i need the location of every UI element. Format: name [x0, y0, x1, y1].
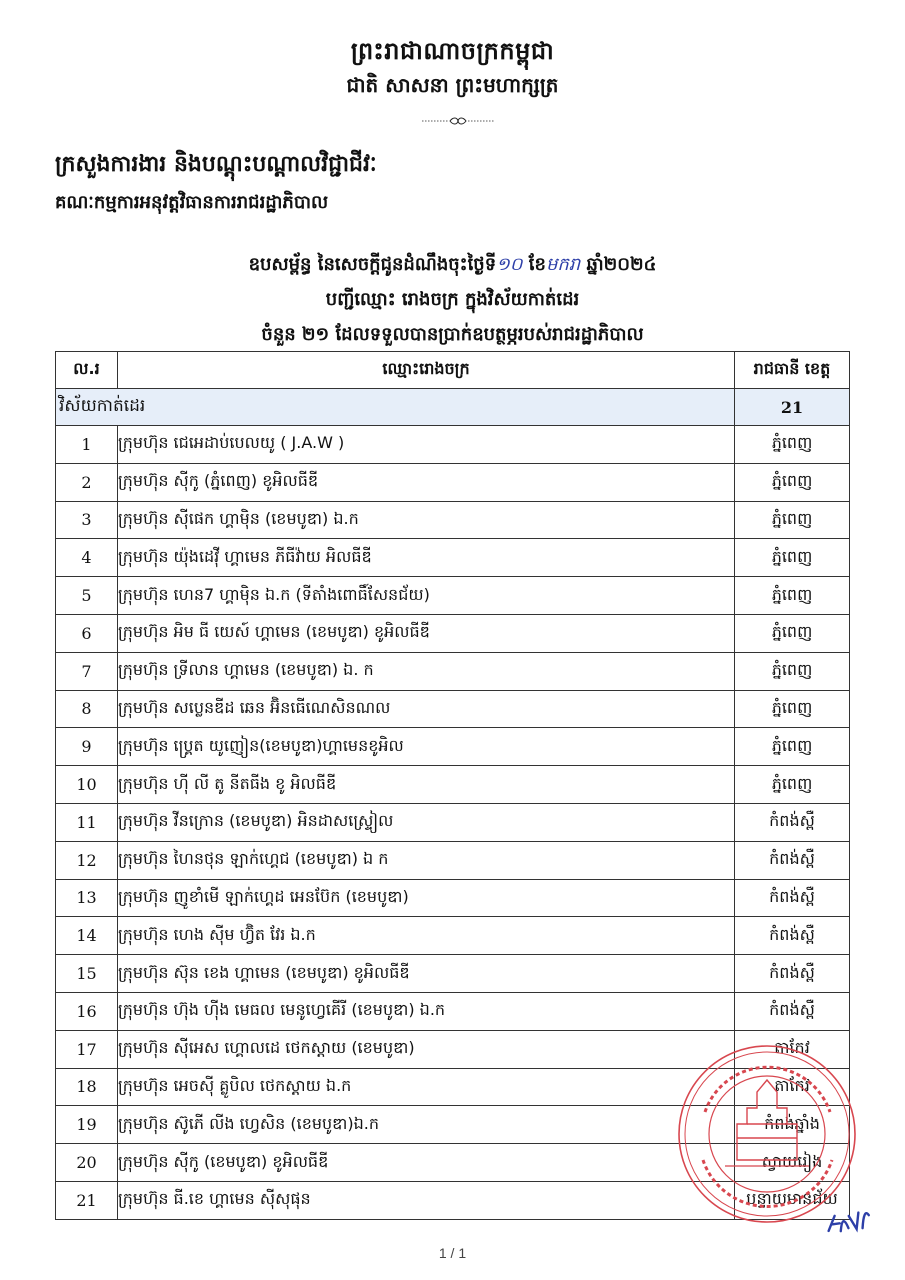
factory-name: ក្រុមហ៊ុន សប្លេនឌីដ ឆេន អ៊ិនធើណេសិនណល — [118, 690, 735, 728]
row-number: 8 — [56, 690, 118, 728]
list-title: បញ្ជីឈ្មោះ រោងចក្រ ក្នុងវិស័យកាត់ដេរ — [325, 289, 580, 310]
row-number: 15 — [56, 955, 118, 993]
factory-name: ក្រុមហ៊ុន ហេន7 ហ្គាម៉ិន ឯ.ក (ទីតាំងពោធិ៍សែនជ័យ) — [118, 577, 735, 615]
row-number: 5 — [56, 577, 118, 615]
province-name: ភ្នំពេញ — [735, 614, 850, 652]
table-row — [56, 539, 850, 577]
table-row — [56, 1030, 850, 1068]
table-row — [56, 841, 850, 879]
province-name: ភ្នំពេញ — [735, 501, 850, 539]
province-name: ភ្នំពេញ — [735, 690, 850, 728]
province-name: ភ្នំពេញ — [735, 577, 850, 615]
province-name: ភ្នំពេញ — [735, 728, 850, 766]
table-row — [56, 463, 850, 501]
row-number: 18 — [56, 1068, 118, 1106]
table-header-row — [56, 352, 850, 389]
province-name: កំពង់ស្ពឺ — [735, 917, 850, 955]
table-row — [56, 577, 850, 615]
row-number: 1 — [56, 426, 118, 464]
table-row — [56, 955, 850, 993]
divider-ornament — [422, 116, 494, 126]
table-row — [56, 1106, 850, 1144]
kingdom-title: ព្រះរាជាណាចក្រកម្ពុជា — [350, 37, 555, 65]
row-number: 14 — [56, 917, 118, 955]
page-number: 1 / 1 — [438, 1245, 467, 1261]
row-number: 4 — [56, 539, 118, 577]
factory-name: ក្រុមហ៊ុន ធី.ខេ ហ្គាមេន ស៊ីសុផុន — [118, 1181, 735, 1219]
table-row — [56, 1181, 850, 1219]
factory-name: ក្រុមហ៊ុន ស៊ីកូ (ភ្នំពេញ) ខូអិលធីឌី — [118, 463, 735, 501]
row-number: 20 — [56, 1144, 118, 1182]
row-number: 21 — [56, 1181, 118, 1219]
factory-name: ក្រុមហ៊ុន ស៊ីអេស ហ្គោលដេ ថេកស្តាយ (ខេមបូឌា) — [118, 1030, 735, 1068]
row-number: 6 — [56, 614, 118, 652]
province-name: តាកែវ — [735, 1068, 850, 1106]
row-number: 10 — [56, 766, 118, 804]
row-number: 13 — [56, 879, 118, 917]
category-row — [56, 389, 850, 426]
factory-name: ក្រុមហ៊ុន ស៊ុន ខេង ហ្គាមេន (ខេមបូឌា) ខូអិលធីឌី — [118, 955, 735, 993]
table-row — [56, 501, 850, 539]
header-province: រាជធានី ខេត្ត — [735, 352, 850, 389]
factory-name: ក្រុមហ៊ុន ញូខាំមើ ឡាក់ហ្គេដ អេនប៊ែក (ខេមបូឌា) — [118, 879, 735, 917]
table-row — [56, 1068, 850, 1106]
province-name: ភ្នំពេញ — [735, 539, 850, 577]
province-name: កំពង់ស្ពឺ — [735, 992, 850, 1030]
table-row — [56, 803, 850, 841]
category-count: 21 — [735, 389, 850, 426]
row-number: 19 — [56, 1106, 118, 1144]
table-row — [56, 879, 850, 917]
factory-name: ក្រុមហ៊ុន វីនក្រោន (ខេមបូឌា) អិនដាសស្ទ្រៀល — [118, 803, 735, 841]
province-name: កំពង់ស្ពឺ — [735, 955, 850, 993]
count-title: ចំនួន ២១ ដែលទទួលបានប្រាក់ឧបត្ថម្ភរបស់រាជរដ្ឋាភិបាល — [261, 324, 644, 345]
handwritten-month: មករា — [545, 254, 581, 275]
table-row — [56, 992, 850, 1030]
ministry-name: ក្រសួងការងារ និងបណ្តុះបណ្តាលវិជ្ជាជីវៈ — [55, 152, 377, 177]
handwritten-signature — [824, 1205, 874, 1245]
factory-name: ក្រុមហ៊ុន អិម ធី យេស៍ ហ្គាមេន (ខេមបូឌា) ខូអិលធីឌី — [118, 614, 735, 652]
row-number: 9 — [56, 728, 118, 766]
row-number: 7 — [56, 652, 118, 690]
row-number: 17 — [56, 1030, 118, 1068]
factory-name: ក្រុមហ៊ុន យ៉ុងដេវ៉ី ហ្គាមេន ភីធីវ៉ាយ អិលធីឌី — [118, 539, 735, 577]
row-number: 3 — [56, 501, 118, 539]
province-name: ស្វាយរៀង — [735, 1144, 850, 1182]
table-row — [56, 917, 850, 955]
committee-name: គណៈកម្មការអនុវត្តវិធានការរាជរដ្ឋាភិបាល — [55, 192, 329, 213]
factory-name: ក្រុមហ៊ុន អេចស៊ី គ្លូបិល ថេកស្តាយ ឯ.ក — [118, 1068, 735, 1106]
table-row — [56, 766, 850, 804]
factory-name: ក្រុមហ៊ុន ហ៊ុង ហ៊ីង មេធល មេនូហ្វេគើរី (ខេមបូឌា) ឯ.ក — [118, 992, 735, 1030]
province-name: បន្ទាយមានជ័យ — [735, 1181, 850, 1219]
table-row — [56, 652, 850, 690]
header-name: ឈ្មោះរោងចក្រ — [118, 352, 735, 389]
factory-name: ក្រុមហ៊ុន ហេង ស៊ីម ហ្វ៊ិត វែរ ឯ.ក — [118, 917, 735, 955]
factory-table — [55, 351, 850, 1220]
annex-title: ឧបសម្ព័ន្ធ នៃសេចក្តីជូនដំណឹងចុះថ្ងៃទី១០ ខែមករា ឆ្នាំ២០២៤ — [248, 254, 657, 275]
province-name: កំពង់ស្ពឺ — [735, 879, 850, 917]
header-no: ល.រ — [56, 352, 118, 389]
table-row — [56, 614, 850, 652]
table-row — [56, 1144, 850, 1182]
row-number: 11 — [56, 803, 118, 841]
table-row — [56, 426, 850, 464]
factory-name: ក្រុមហ៊ុន ស៊ីកូ (ខេមបូឌា) ខូអិលធីឌី — [118, 1144, 735, 1182]
province-name: កំពង់ស្ពឺ — [735, 803, 850, 841]
factory-name: ក្រុមហ៊ុន ទ្រីលាន ហ្គាមេន (ខេមបូឌា) ឯ. ក — [118, 652, 735, 690]
national-motto: ជាតិ សាសនា ព្រះមហាក្សត្រ — [346, 73, 559, 97]
category-label: វិស័យកាត់ដេរ — [56, 389, 735, 426]
factory-name: ក្រុមហ៊ុន ហៃនថុន ឡាក់ហ្គេជ (ខេមបូឌា) ឯ ក — [118, 841, 735, 879]
factory-name: ក្រុមហ៊ុន ស៊ូភើ លីង ហ្វេសិន (ខេមបូឌា)ឯ.ក — [118, 1106, 735, 1144]
province-name: កំពង់ឆ្នាំង — [735, 1106, 850, 1144]
row-number: 16 — [56, 992, 118, 1030]
row-number: 2 — [56, 463, 118, 501]
row-number: 12 — [56, 841, 118, 879]
province-name: កំពង់ស្ពឺ — [735, 841, 850, 879]
factory-name: ក្រុមហ៊ុន ប្រេ្គត យូញៀន(ខេមបូឌា)ហ្គាមេនខូអិល — [118, 728, 735, 766]
table-row — [56, 728, 850, 766]
table-row — [56, 690, 850, 728]
factory-name: ក្រុមហ៊ុន ជេអេដាប់បេលយូ ( J.A.W ) — [118, 426, 735, 464]
province-name: ភ្នំពេញ — [735, 652, 850, 690]
province-name: ភ្នំពេញ — [735, 463, 850, 501]
province-name: ភ្នំពេញ — [735, 766, 850, 804]
factory-name: ក្រុមហ៊ុន ហ៊ី លី តូ នីតធីង ខូ អិលធីឌី — [118, 766, 735, 804]
province-name: ភ្នំពេញ — [735, 426, 850, 464]
province-name: តាកែវ — [735, 1030, 850, 1068]
factory-name: ក្រុមហ៊ុន ស៊ីផេក ហ្គាម៉ិន (ខេមបូឌា) ឯ.ក — [118, 501, 735, 539]
handwritten-day: ១០ — [496, 254, 523, 275]
